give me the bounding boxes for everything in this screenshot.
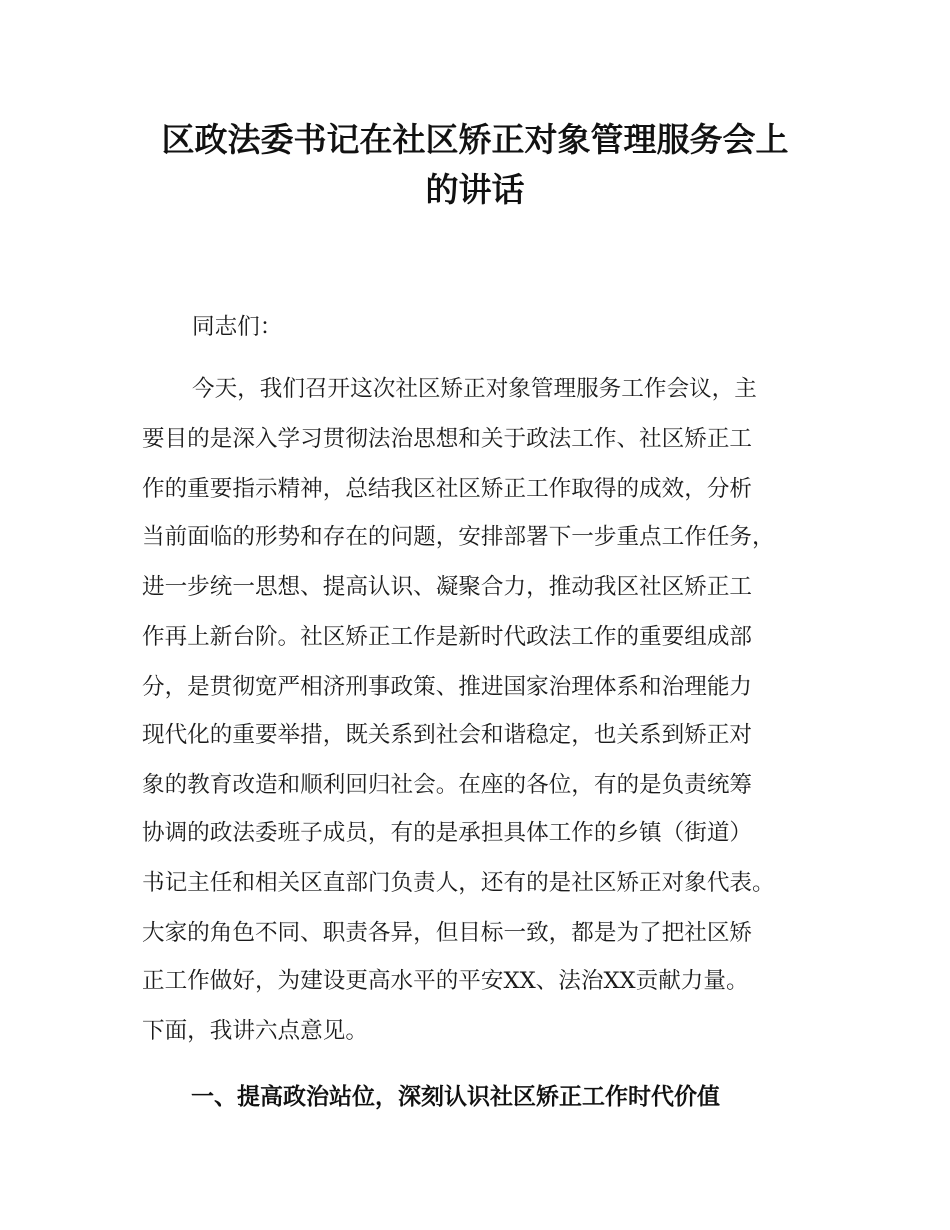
paragraph-line: 作的重要指示精神，总结我区社区矫正工作取得的成效，分析 [142, 476, 753, 502]
paragraph-line: 象的教育改造和顺利回归社会。在座的各位，有的是负责统筹 [142, 772, 753, 798]
document-title-line-1: 区政法委书记在社区矫正对象管理服务会上 [161, 120, 789, 159]
paragraph-line: 现代化的重要举措，既关系到社会和谐稳定，也关系到矫正对 [142, 722, 753, 748]
paragraph-line: 大家的角色不同、职责各异，但目标一致，都是为了把社区矫 [142, 920, 753, 946]
paragraph-line: 分，是贯彻宽严相济刑事政策、推进国家治理体系和治理能力 [142, 674, 753, 700]
paragraph-line: 协调的政法委班子成员，有的是承担具体工作的乡镇（街道） [142, 820, 753, 846]
paragraph-line: 下面，我讲六点意见。 [142, 1018, 368, 1044]
paragraph-line: 正工作做好，为建设更高水平的平安XX、法治XX贡献力量。 [142, 968, 749, 994]
paragraph-line: 当前面临的形势和存在的问题，安排部署下一步重点工作任务， [142, 524, 775, 550]
salutation: 同志们： [192, 314, 283, 340]
paragraph-line: 书记主任和相关区直部门负责人，还有的是社区矫正对象代表。 [142, 870, 775, 896]
document-title-line-2: 的讲话 [425, 170, 525, 209]
section-heading: 一、提高政治站位，深刻认识社区矫正工作时代价值 [191, 1084, 720, 1110]
paragraph-line: 要目的是深入学习贯彻法治思想和关于政法工作、社区矫正工 [142, 426, 753, 452]
paragraph-line: 今天，我们召开这次社区矫正对象管理服务工作会议，主 [192, 376, 757, 402]
paragraph-line: 作再上新台阶。社区矫正工作是新时代政法工作的重要组成部 [142, 624, 753, 650]
paragraph-line: 进一步统一思想、提高认识、凝聚合力，推动我区社区矫正工 [142, 574, 753, 600]
